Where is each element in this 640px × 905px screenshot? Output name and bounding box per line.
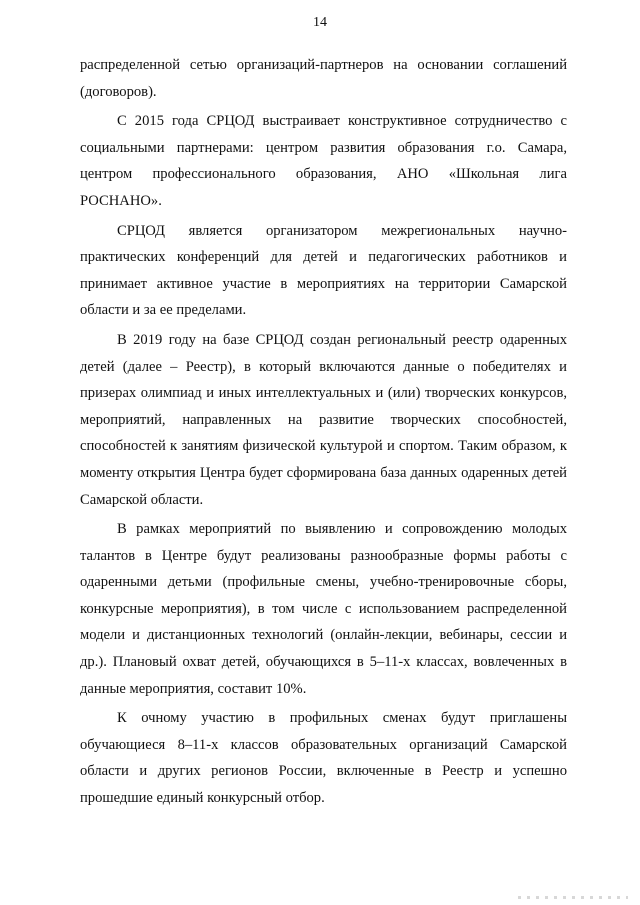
paragraph-partners: С 2015 года СРЦОД выстраивает конструктивное сотрудничество с социальными партнерами: центром развития образования г.о. Самара, центром профессионального образования, АНО «Школьная лига РОСНАНО». bbox=[80, 113, 567, 209]
paragraph-participation: К очному участию в профильных сменах будут приглашены обучающиеся 8–11-х классов образовательных организаций Самарской области и других регионов России, включенные в Реестр и успешно прошедшие единый конкурсный отбор. bbox=[80, 710, 567, 807]
paragraph-continuation: распределенной сетью организаций-партнеров на основании соглашений (договоров). bbox=[80, 57, 567, 100]
document-body bbox=[80, 52, 567, 812]
paragraph-conferences: СРЦОД является организатором межрегиональных научно-практических конференций для детей и педагогических работников и принимает активное участие в мероприятиях на территории Самарской области и за ее пределами. bbox=[80, 222, 567, 319]
paragraph-activities: В рамках мероприятий по выявлению и сопровождению молодых талантов в Центре будут реализованы разнообразные формы работы с одаренными детьми (профильные смены, учебно-тренировочные сборы, конкурсные мероприятия), в том числе с использованием распределенной модели и дистанционных технологий (онлайн-лекции, вебинары, сессии и др.). Плановый охват детей, обучающихся в 5–11-х классах, вовлеченных в данные мероприятия, составит 10%. bbox=[80, 521, 567, 697]
paragraph-registry: В 2019 году на базе СРЦОД создан региональный реестр одаренных детей (далее – Реестр), в который включаются данные о победителях и призерах олимпиад и иных интеллектуальных и (или) творческих конкурсов, мероприятий, направленных на развитие творческих способностей, способностей к занятиям физической культурой и спортом. Таким образом, к моменту открытия Центра будет сформирована база данных одаренных детей Самарской области. bbox=[80, 331, 567, 508]
page-number: 14 bbox=[313, 15, 327, 30]
scan-artifact bbox=[518, 896, 628, 899]
